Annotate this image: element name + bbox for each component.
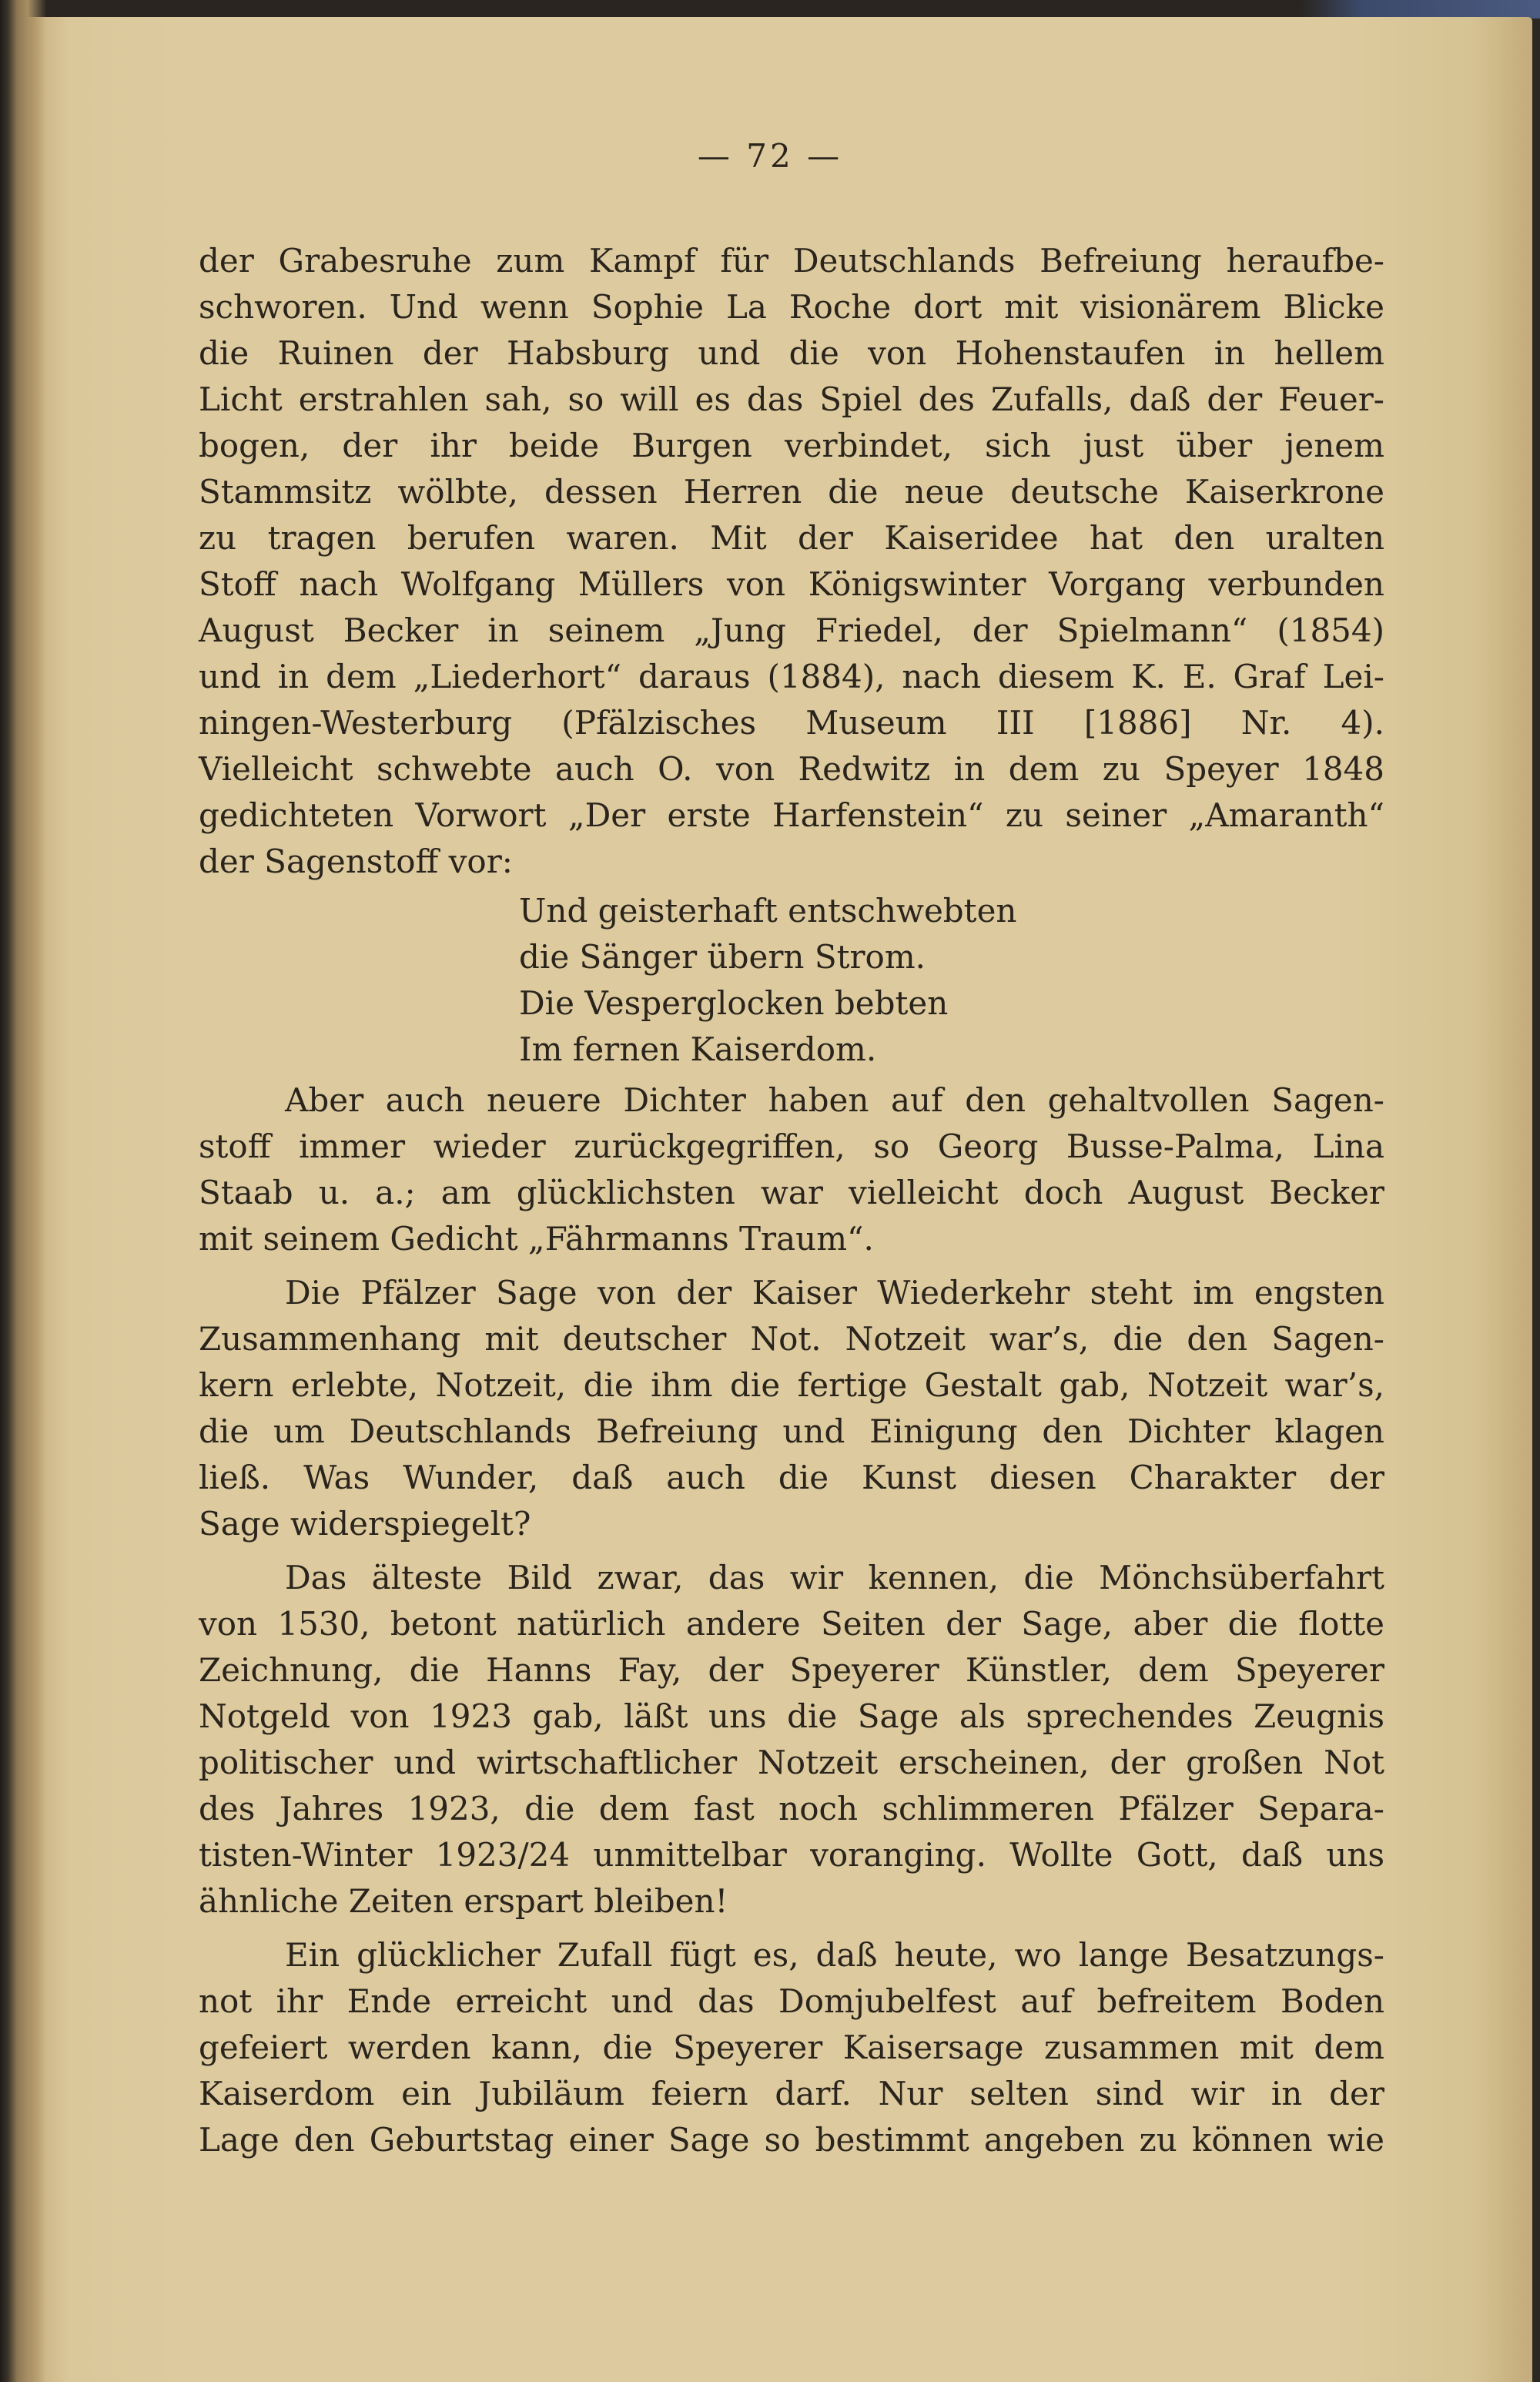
text-line: die Ruinen der Habsburg und die von Hohenstaufen in hellem bbox=[199, 334, 1384, 372]
text-line: Stoff nach Wolfgang Müllers von Königswinter Vorgang verbunden bbox=[199, 565, 1384, 603]
text-line: Aber auch neuere Dichter haben auf den gehaltvollen Sagen- bbox=[285, 1081, 1384, 1119]
text-line: politischer und wirtschaftlicher Notzeit erscheinen, der großen Not bbox=[199, 1744, 1384, 1781]
text-line: der Grabesruhe zum Kampf für Deutschlands Befreiung heraufbe- bbox=[199, 242, 1384, 280]
text-line: von 1530, betont natürlich andere Seiten der Sage, aber die flotte bbox=[199, 1605, 1384, 1643]
text-line: ließ. Was Wunder, daß auch die Kunst diesen Charakter der bbox=[199, 1459, 1384, 1496]
text-line: und in dem „Liederhort“ daraus (1884), nach diesem K. E. Graf Lei- bbox=[199, 658, 1384, 695]
text-line: kern erlebte, Notzeit, die ihm die fertige Gestalt gab, Notzeit war’s, bbox=[199, 1366, 1384, 1404]
text-line: Ein glücklicher Zufall fügt es, daß heute, wo lange Besatzungs- bbox=[285, 1936, 1384, 1974]
text-line: zu tragen berufen waren. Mit der Kaiseridee hat den uralten bbox=[199, 519, 1384, 557]
text-line: Lage den Geburtstag einer Sage so bestimmt angeben zu können wie bbox=[199, 2121, 1384, 2159]
text-line: not ihr Ende erreicht und das Domjubelfest auf befreitem Boden bbox=[199, 1982, 1384, 2020]
text-line: Vielleicht schwebte auch O. von Redwitz in dem zu Speyer 1848 bbox=[199, 750, 1384, 788]
text-line: schworen. Und wenn Sophie La Roche dort mit visionärem Blicke bbox=[199, 288, 1384, 326]
verse-line: Im fernen Kaiserdom. bbox=[519, 1030, 877, 1068]
text-line: ähnliche Zeiten erspart bleiben! bbox=[199, 1882, 728, 1920]
text-line: Zusammenhang mit deutscher Not. Notzeit war’s, die den Sagen- bbox=[199, 1320, 1384, 1358]
text-line: bogen, der ihr beide Burgen verbindet, sich just über jenem bbox=[199, 427, 1384, 464]
page-number: — 72 — bbox=[697, 137, 843, 175]
text-line: Notgeld von 1923 gab, läßt uns die Sage als sprechendes Zeugnis bbox=[199, 1697, 1384, 1735]
text-line: Licht erstrahlen sah, so will es das Spiel des Zufalls, daß der Feuer- bbox=[199, 380, 1384, 418]
text-line: des Jahres 1923, die dem fast noch schlimmeren Pfälzer Separa- bbox=[199, 1790, 1384, 1828]
text-line: Stammsitz wölbte, dessen Herren die neue deutsche Kaiserkrone bbox=[199, 473, 1384, 511]
text-line: Sage widerspiegelt? bbox=[199, 1505, 531, 1543]
text-line: die um Deutschlands Befreiung und Einigung den Dichter klagen bbox=[199, 1412, 1384, 1450]
text-line: Kaiserdom ein Jubiläum feiern darf. Nur selten sind wir in der bbox=[199, 2075, 1384, 2112]
text-line: der Sagenstoff vor: bbox=[199, 843, 513, 880]
text-line: August Becker in seinem „Jung Friedel, der Spielmann“ (1854) bbox=[199, 611, 1384, 649]
text-line: Das älteste Bild zwar, das wir kennen, die Mönchsüberfahrt bbox=[285, 1559, 1384, 1596]
verse-line: die Sänger übern Strom. bbox=[519, 938, 926, 976]
verse-line: Die Vesperglocken bebten bbox=[519, 984, 949, 1022]
text-line: Zeichnung, die Hanns Fay, der Speyerer Künstler, dem Speyerer bbox=[199, 1651, 1384, 1689]
book-edge-top bbox=[46, 0, 1540, 18]
text-line: Die Pfälzer Sage von der Kaiser Wiederkehr steht im engsten bbox=[285, 1274, 1384, 1312]
book-gutter bbox=[0, 0, 46, 2382]
text-line: Staab u. a.; am glücklichsten war vielleicht doch August Becker bbox=[199, 1174, 1384, 1211]
text-line: gedichteten Vorwort „Der erste Harfenstein“ zu seiner „Amaranth“ bbox=[199, 796, 1384, 834]
text-line: tisten-Winter 1923/24 unmittelbar voranging. Wollte Gott, daß uns bbox=[199, 1836, 1384, 1874]
text-line: stoff immer wieder zurückgegriffen, so Georg Busse-Palma, Lina bbox=[199, 1127, 1384, 1165]
text-line: gefeiert werden kann, die Speyerer Kaisersage zusammen mit dem bbox=[199, 2029, 1384, 2066]
text-line: ningen-Westerburg (Pfälzisches Museum III [1886] Nr. 4). bbox=[199, 704, 1384, 742]
text-line: mit seinem Gedicht „Fährmanns Traum“. bbox=[199, 1220, 874, 1258]
verse-line: Und geisterhaft entschwebten bbox=[519, 892, 1017, 930]
